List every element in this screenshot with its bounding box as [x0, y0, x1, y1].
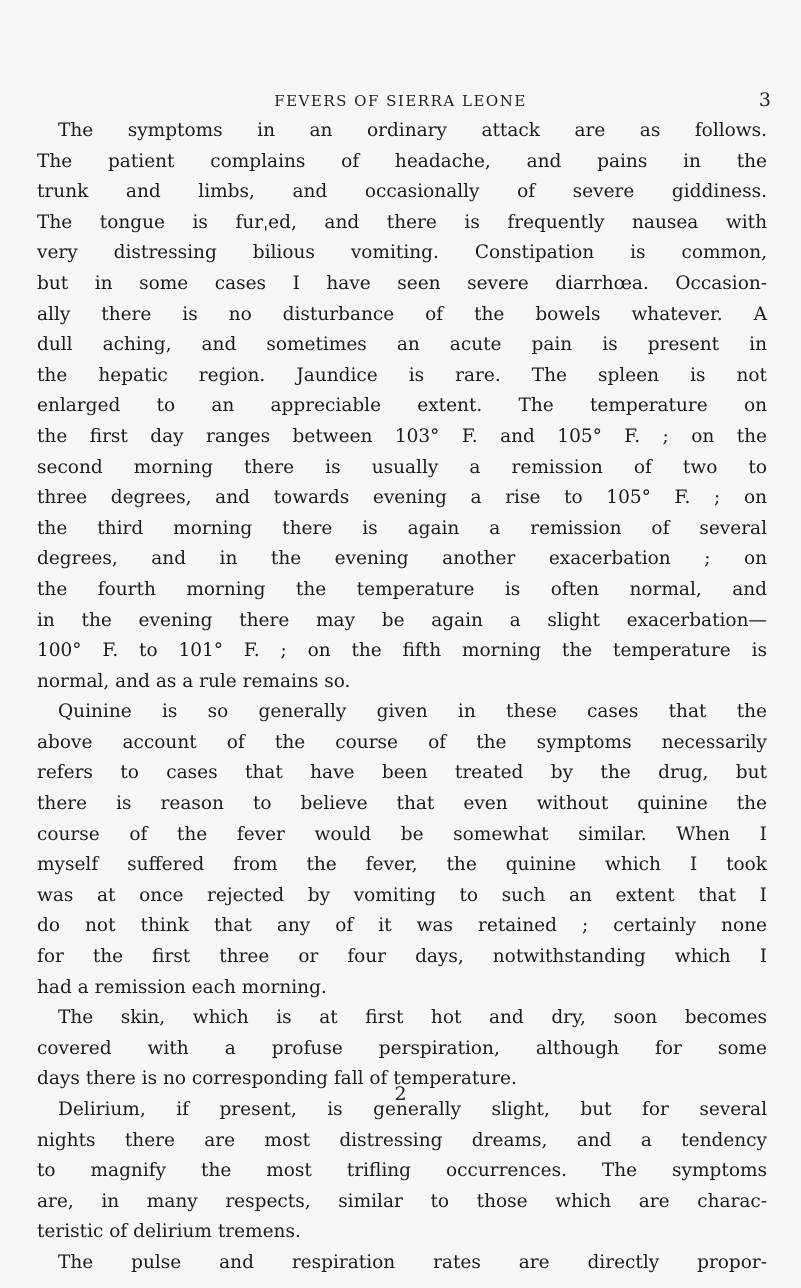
text-line: the hepatic region. Jaundice is rare. The spleen is not [37, 364, 767, 386]
text-line: dull aching, and sometimes an acute pain is present in [37, 334, 767, 356]
text-line: had a remission each morning. [37, 976, 327, 998]
text-line: was at once rejected by vomiting to such an extent that I [37, 884, 767, 906]
text-line: ally there is no disturbance of the bowels whatever. A [37, 303, 767, 325]
running-title: FEVERS OF SIERRA LEONE [274, 92, 527, 110]
text-line: The patient complains of headache, and pains in the [37, 150, 767, 172]
text-line: do not think that any of it was retained ; certainly none [37, 915, 767, 937]
text-line: days there is no corresponding fall of temperature. [37, 1068, 517, 1090]
text-line: The skin, which is at first hot and dry, soon becomes [58, 1007, 767, 1029]
text-line: Quinine is so generally given in these cases that the [58, 701, 767, 723]
text-line: trunk and limbs, and occasionally of severe giddiness. [37, 181, 767, 203]
text-line: Delirium, if present, is generally slight, but for several [58, 1099, 767, 1120]
text-line: the fourth morning the temperature is often normal, and [37, 578, 767, 600]
text-line: the first day ranges between 103° F. and 105° F. ; on the [37, 425, 767, 447]
text-line: course of the fever would be somewhat similar. When I [37, 823, 767, 845]
text-line: very distressing bilious vomiting. Constipation is common, [37, 242, 767, 264]
text-line: to magnify the most trifling occurrences. The symptoms [37, 1160, 767, 1182]
text-line: in the evening there may be again a slight exacerbation— [37, 609, 767, 631]
text-line: three degrees, and towards evening a rise to 105° F. ; on [37, 487, 767, 509]
text-line: teristic of delirium tremens. [37, 1221, 301, 1243]
text-line: the third morning there is again a remission of several [37, 517, 767, 539]
text-line: for the first three or four days, notwithstanding which I [37, 946, 767, 968]
text-line: normal, and as a rule remains so. [37, 670, 351, 692]
text-line: enlarged to an appreciable extent. The temperature on [37, 395, 767, 417]
signature-mark: 2 [394, 1083, 407, 1105]
text-line: above account of the course of the symptoms necessarily [37, 731, 767, 753]
text-line: The tongue is furˌed, and there is frequently nausea with [37, 211, 767, 233]
text-line: but in some cases I have seen severe diarrhœa. Occasion- [37, 272, 767, 294]
text-line: The pulse and respiration rates are directly propor- [58, 1251, 767, 1273]
text-line: nights there are most distressing dreams, and a tendency [37, 1129, 767, 1151]
text-line: second morning there is usually a remission of two to [37, 456, 767, 478]
text-line: degrees, and in the evening another exacerbation ; on [37, 548, 767, 570]
text-line: The symptoms in an ordinary attack are as follows. [58, 120, 767, 141]
page-number: 3 [758, 89, 771, 111]
text-line: 100° F. to 101° F. ; on the fifth morning the temperature is [37, 640, 767, 662]
running-head [0, 89, 801, 116]
text-line: there is reason to believe that even without quinine the [37, 793, 767, 815]
text-line: are, in many respects, similar to those which are charac- [37, 1190, 767, 1212]
text-line: refers to cases that have been treated by the drug, but [37, 762, 767, 784]
text-line: myself suffered from the fever, the quinine which I took [37, 854, 767, 876]
text-line: covered with a profuse perspiration, although for some [37, 1037, 767, 1059]
